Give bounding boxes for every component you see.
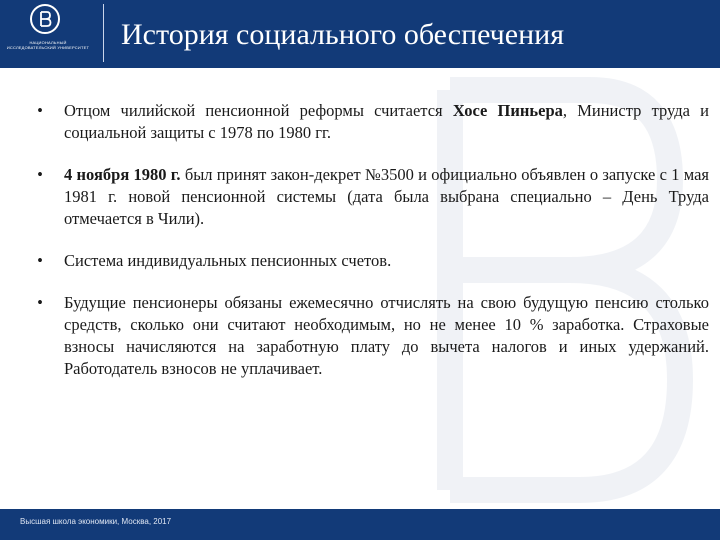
bullet-text: Будущие пенсионеры обязаны ежемесячно отчислять на свою будущую пенсию столько средств, сколько они считают необходимым, но не менее 10 % заработка. Страховые взносы начисляются на заработную плату до вычета налогов и иных удержаний. Работодатель взносов не уплачивает. (64, 293, 709, 378)
page-title: История социального обеспечения (121, 18, 564, 51)
bullet-item-contributions (34, 292, 709, 380)
bullet-text (64, 100, 709, 144)
content-area (34, 100, 709, 400)
bullet-text-bold: Хосе Пиньера (452, 101, 563, 120)
bullet-item-system (34, 250, 709, 272)
bullet-text-bold: 4 ноября 1980 г. (64, 165, 181, 184)
header-divider (103, 4, 104, 62)
bullet-marker: • (37, 165, 43, 184)
university-logo (0, 0, 96, 68)
bullet-item-reform-father (34, 100, 709, 144)
bullet-marker: • (37, 293, 43, 312)
bullet-text: Система индивидуальных пенсионных счетов. (64, 251, 392, 270)
bullet-marker: • (37, 101, 43, 120)
bullet-text-pre: Отцом чилийской пенсионной реформы считается (64, 101, 453, 120)
footer-bar (0, 509, 720, 540)
header-bar (0, 0, 720, 68)
bullet-text-post: , Министр труда и социальной защиты с 1978 по 1980 гг. (64, 101, 709, 142)
logo-caption: НАЦИОНАЛЬНЫЙ ИССЛЕДОВАТЕЛЬСКИЙ УНИВЕРСИТЕТ (6, 40, 90, 50)
footer-text: Высшая школа экономики, Москва, 2017 (20, 517, 172, 526)
bullet-text-post: был принят закон-декрет №3500 и официально объявлен о запуске с 1 мая 1981 г. новой пенсионной системы (дата была выбрана специально – День Труда отмечается в Чили). (64, 165, 709, 228)
bullet-item-decree (34, 164, 709, 230)
logo-emblem-icon (30, 4, 60, 34)
bullet-marker: • (37, 251, 43, 270)
bullet-text (64, 164, 709, 230)
